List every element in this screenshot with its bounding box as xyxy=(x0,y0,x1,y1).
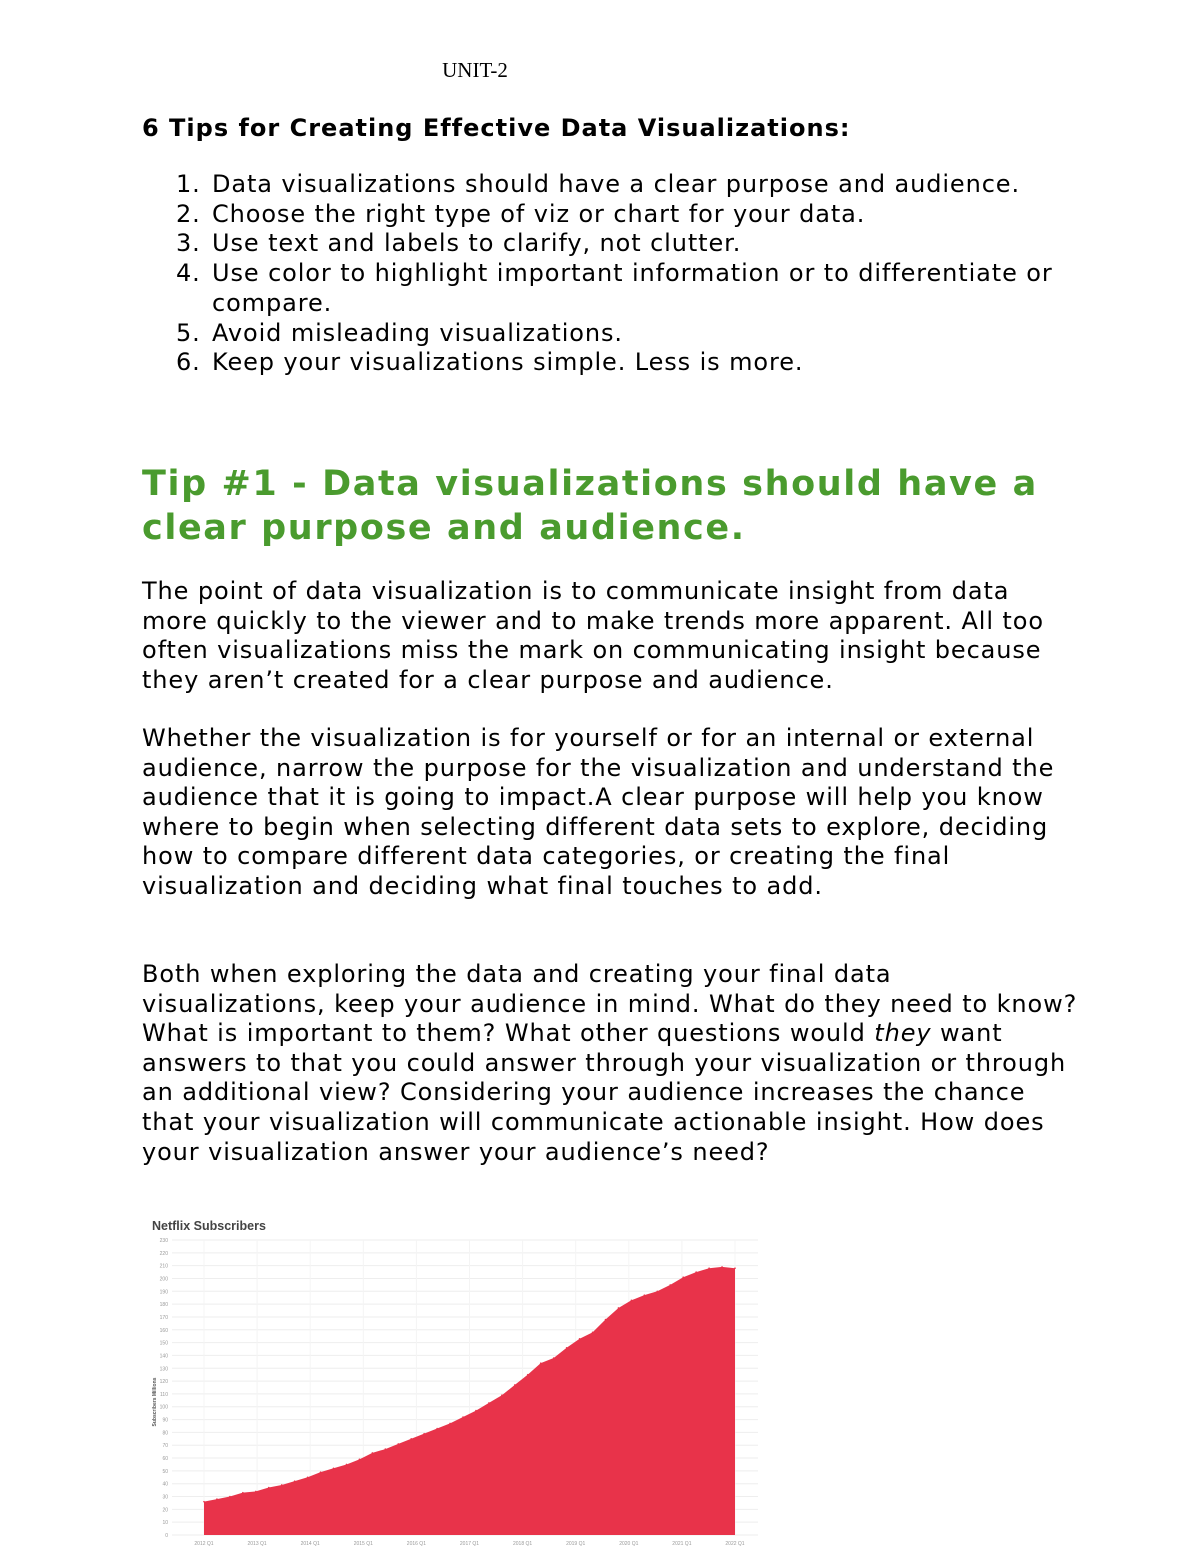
data-point xyxy=(734,1267,736,1269)
data-point xyxy=(449,1423,451,1425)
data-point xyxy=(682,1276,684,1278)
data-point xyxy=(656,1291,658,1293)
y-tick-label: 180 xyxy=(159,1302,168,1309)
x-tick-label: 2014 Q1 xyxy=(300,1541,320,1547)
data-point xyxy=(216,1498,218,1500)
x-tick-label: 2016 Q1 xyxy=(406,1541,426,1547)
tips-heading: 6 Tips for Creating Effective Data Visualizations: xyxy=(142,114,851,142)
y-tick-label: 70 xyxy=(162,1443,168,1450)
list-item xyxy=(142,319,1082,349)
y-tick-label: 80 xyxy=(162,1430,168,1437)
chart-title: Netflix Subscribers xyxy=(152,1219,266,1233)
x-tick-label: 2020 Q1 xyxy=(619,1541,639,1547)
data-point xyxy=(268,1487,270,1489)
y-tick-label: 220 xyxy=(159,1250,168,1257)
y-tick-label: 90 xyxy=(162,1417,168,1424)
x-tick-label: 2021 Q1 xyxy=(672,1541,692,1547)
data-point xyxy=(669,1284,671,1286)
y-tick-label: 30 xyxy=(162,1494,168,1501)
list-item-text: Choose the right type of viz or chart for your data. xyxy=(212,199,866,228)
y-tick-label: 10 xyxy=(162,1520,168,1527)
data-point xyxy=(566,1347,568,1349)
emphasis-they: they xyxy=(874,1019,932,1048)
y-tick-label: 230 xyxy=(159,1238,168,1244)
y-tick-label: 210 xyxy=(159,1263,168,1270)
y-tick-label: 100 xyxy=(159,1404,168,1411)
list-item xyxy=(142,229,1082,259)
x-tick-label: 2022 Q1 xyxy=(725,1541,745,1547)
y-tick-label: 110 xyxy=(160,1391,168,1398)
tip1-heading: Tip #1 - Data visualizations should have a clear purpose and audience. xyxy=(142,464,1038,548)
unit-label: UNIT-2 xyxy=(442,58,508,82)
tips-list xyxy=(142,170,1082,378)
data-point xyxy=(242,1492,244,1494)
list-item-text: Data visualizations should have a clear purpose and audience. xyxy=(212,170,1020,198)
list-item xyxy=(142,348,1082,378)
list-item-number: 6. xyxy=(176,348,201,377)
y-tick-label: 170 xyxy=(159,1314,168,1321)
list-item-number: 4. xyxy=(176,259,201,288)
y-tick-label: 190 xyxy=(159,1289,168,1296)
y-tick-label: 150 xyxy=(159,1340,168,1347)
x-tick-label: 2013 Q1 xyxy=(247,1541,267,1547)
data-point xyxy=(359,1459,361,1461)
y-tick-label: 130 xyxy=(159,1366,168,1373)
list-item-number: 5. xyxy=(176,318,201,347)
data-point xyxy=(644,1294,646,1296)
y-tick-label: 160 xyxy=(159,1327,168,1334)
data-point xyxy=(397,1443,399,1445)
data-point xyxy=(462,1416,464,1418)
list-item-text: Use color to highlight important information or to differentiate or compare. xyxy=(212,259,1053,317)
data-point xyxy=(281,1484,283,1486)
x-tick-label: 2019 Q1 xyxy=(566,1541,586,1547)
list-item-text: Keep your visualizations simple. Less is more. xyxy=(212,348,804,377)
list-item-number: 2. xyxy=(176,199,201,228)
data-point xyxy=(592,1332,594,1334)
data-point xyxy=(333,1468,335,1470)
x-tick-label: 2012 Q1 xyxy=(194,1541,214,1547)
data-point xyxy=(385,1448,387,1450)
y-tick-label: 50 xyxy=(162,1468,168,1475)
data-point xyxy=(721,1266,723,1268)
x-tick-label: 2015 Q1 xyxy=(353,1541,373,1547)
list-item xyxy=(142,259,1082,318)
data-point xyxy=(320,1471,322,1473)
data-point xyxy=(436,1428,438,1430)
data-point xyxy=(553,1357,555,1359)
list-item xyxy=(142,170,1082,200)
data-point xyxy=(294,1480,296,1482)
y-tick-label: 200 xyxy=(159,1276,168,1283)
list-item-number: 1. xyxy=(176,170,201,198)
data-point xyxy=(527,1374,529,1376)
paragraph-purpose: The point of data visualization is to communicate insight from data more quickly to the viewer and to make trends more apparent. All too often visualizations miss the mark on communicating insight because they aren’t created for a clear purpose and audience. xyxy=(142,577,1044,694)
x-tick-label: 2018 Q1 xyxy=(513,1541,533,1547)
data-point xyxy=(695,1271,697,1273)
data-point xyxy=(475,1410,477,1412)
data-point xyxy=(307,1476,309,1478)
list-item-number: 3. xyxy=(176,229,201,258)
paragraph-audience-scope: Whether the visualization is for yourself or for an internal or external audience, narrow the purpose for the visualization and understand the audience that it is going to impact.A clear purpose will help you know where to begin when selecting different data sets to explore, deciding how to compare different data categories, or creating the final visualization and deciding what final touches to add. xyxy=(142,724,1055,900)
y-axis-label: Subscribers Millions xyxy=(152,1377,158,1427)
paragraph-text-end: want answers to that you could answer through your visualization or through an additional view? Considering your audience increases the chance that your visualization will communicate actionable insight. How does your visualization answer your audience’s need? xyxy=(142,1019,1067,1166)
list-item xyxy=(142,200,1082,230)
data-point xyxy=(514,1384,516,1386)
data-point xyxy=(540,1362,542,1364)
data-point xyxy=(372,1452,374,1454)
data-point xyxy=(423,1433,425,1435)
chart-svg xyxy=(142,1212,766,1553)
y-tick-label: 140 xyxy=(159,1353,168,1360)
x-tick-label: 2017 Q1 xyxy=(459,1541,480,1547)
y-tick-label: 20 xyxy=(162,1507,168,1514)
data-point xyxy=(410,1438,412,1440)
y-tick-label: 0 xyxy=(165,1533,168,1539)
y-tick-label: 40 xyxy=(162,1481,168,1488)
paragraph-audience-needs xyxy=(142,960,1082,1167)
paragraph-text-start: Both when exploring the data and creating your final data visualizations, keep your audience in mind. What do they need to know? What is important to them? What other questions would xyxy=(142,960,1078,1048)
netflix-subscribers-chart xyxy=(142,1212,766,1553)
y-tick-label: 120 xyxy=(159,1379,168,1386)
list-item-text: Use text and labels to clarify, not clutter. xyxy=(212,229,742,258)
y-tick-label: 60 xyxy=(162,1456,168,1463)
data-point xyxy=(488,1402,490,1404)
data-point xyxy=(501,1394,503,1396)
data-point xyxy=(579,1338,581,1340)
data-point xyxy=(631,1299,633,1301)
list-item-text: Avoid misleading visualizations. xyxy=(212,318,623,347)
data-point xyxy=(255,1491,257,1493)
data-point xyxy=(346,1464,348,1466)
data-point xyxy=(605,1319,607,1321)
data-point xyxy=(229,1496,231,1498)
data-point xyxy=(618,1307,620,1309)
data-point xyxy=(708,1267,710,1269)
data-point xyxy=(203,1501,205,1503)
